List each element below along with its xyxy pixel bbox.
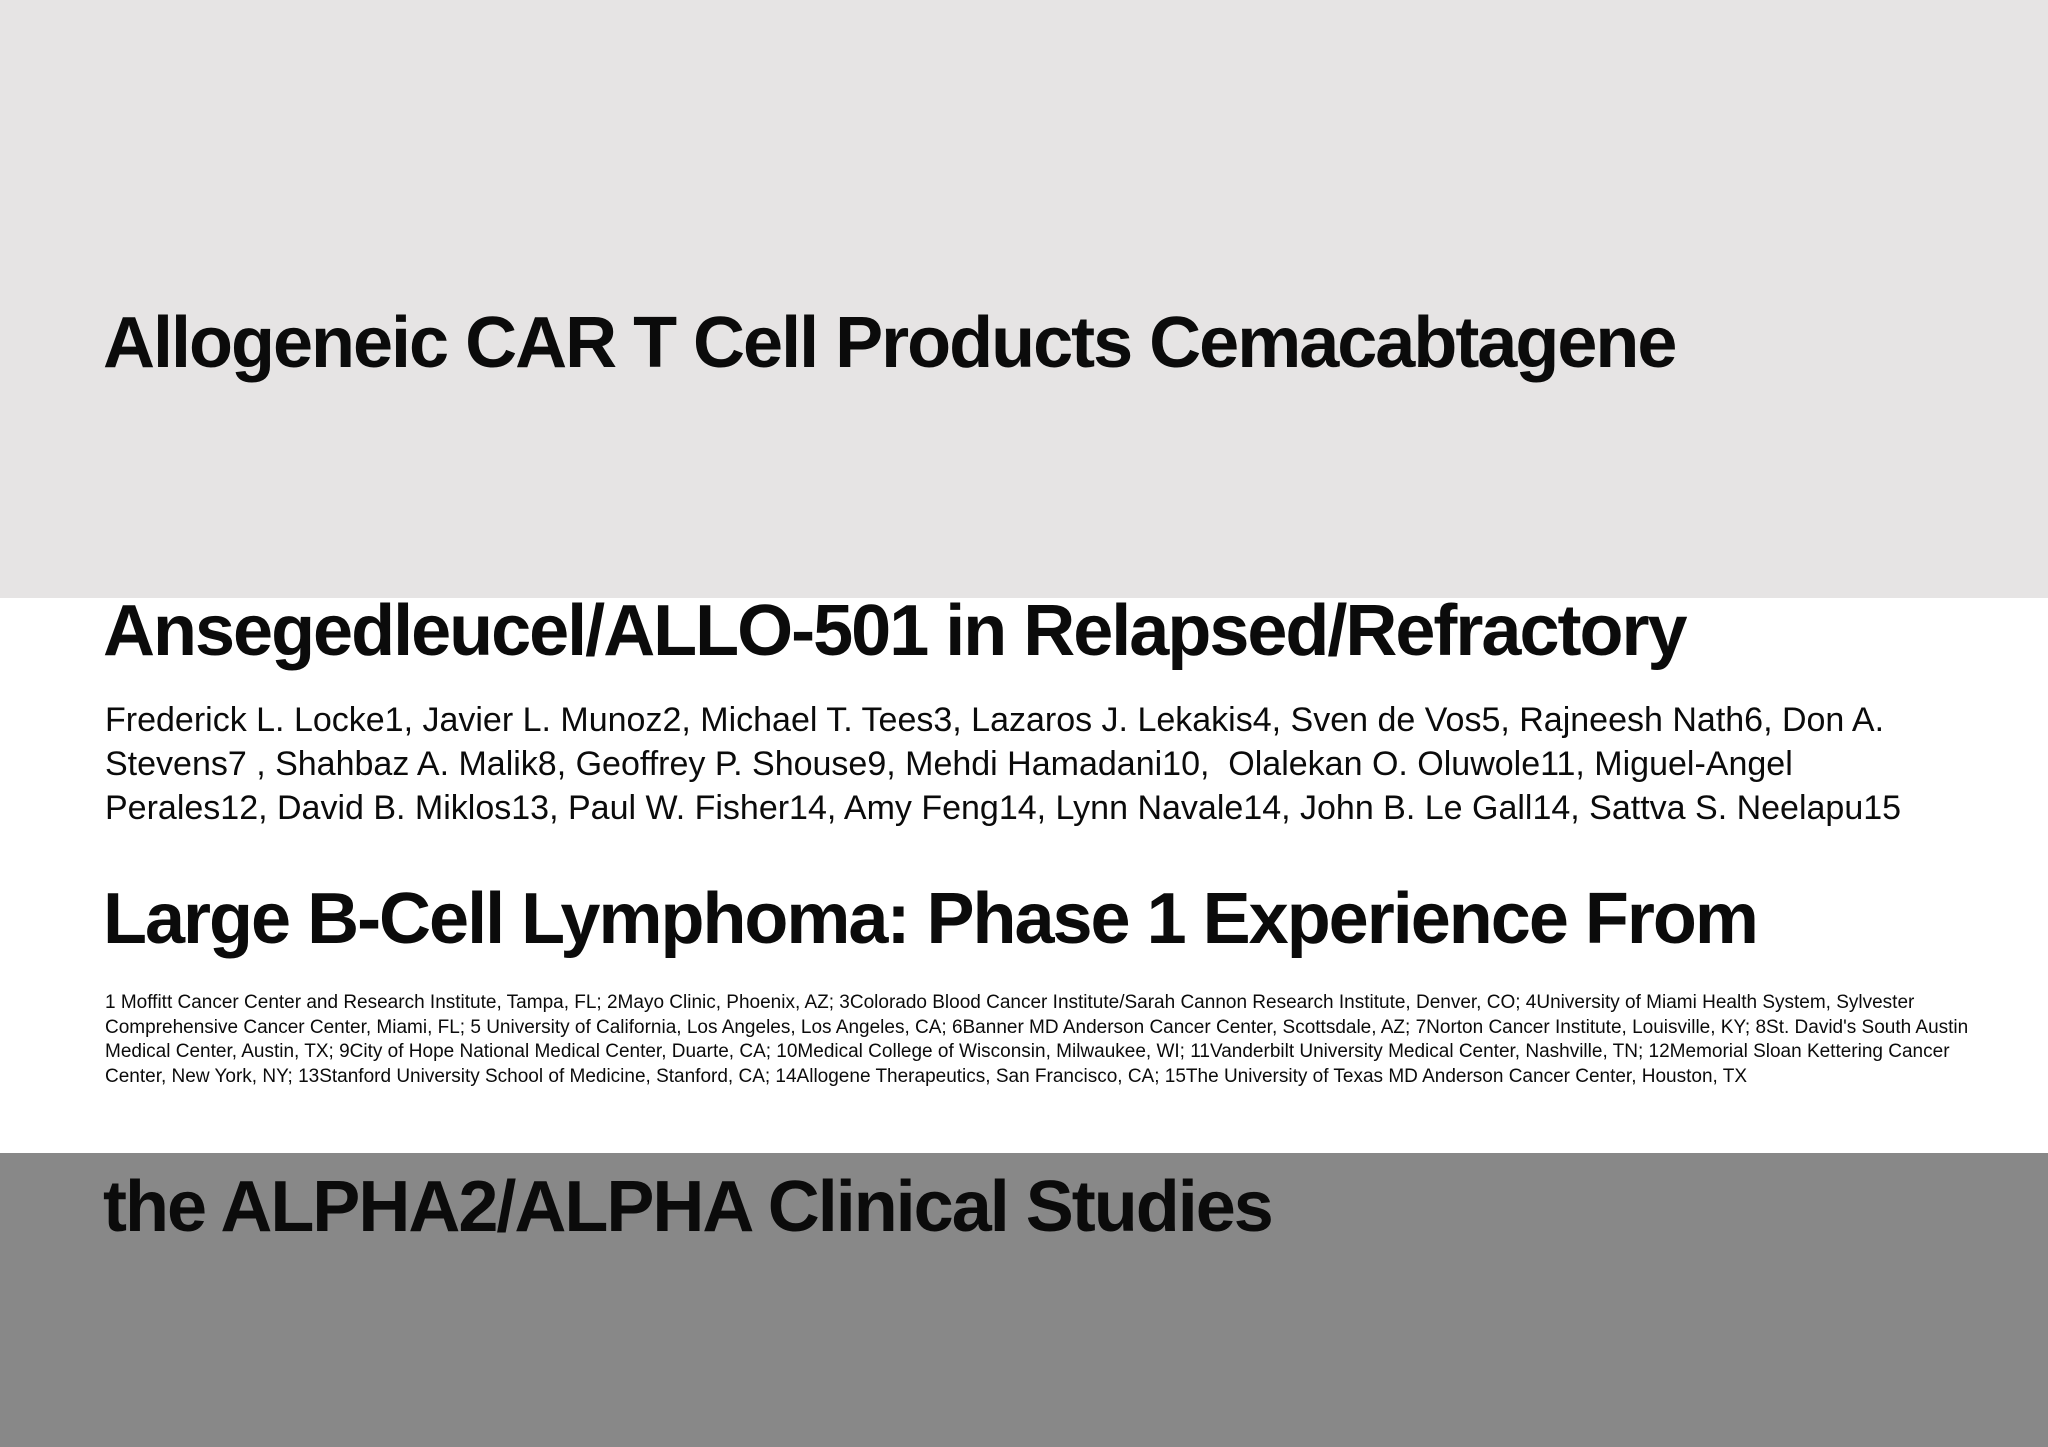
title-line-4: the ALPHA2/ALPHA Clinical Studies — [103, 1167, 1272, 1247]
affiliations-line-2: Comprehensive Cancer Center, Miami, FL; 5 University of California, Los Angeles, Los Angeles, CA; 6Banner MD Anderson Cancer Center, Scottsdale, AZ; 7Norton Cancer Institute, Louisville, KY; 8St. David's South Austin — [105, 1016, 1969, 1038]
authors-line-2: Stevens7 , Shahbaz A. Malik8, Geoffrey P. Shouse9, Mehdi Hamadani10, Olalekan O. Oluwole11, Miguel-Angel — [105, 745, 1793, 783]
affiliations-line-1: 1 Moffitt Cancer Center and Research Institute, Tampa, FL; 2Mayo Clinic, Phoenix, AZ; 3Colorado Blood Cancer Institute/Sarah Cannon Research Institute, Denver, CO; 4University of Miami Health System, Sylvester — [105, 992, 1915, 1013]
authors-list — [105, 698, 1901, 830]
title-line-1: Allogeneic CAR T Cell Products Cemacabtagene — [103, 303, 1676, 383]
affiliations-line-3: Medical Center, Austin, TX; 9City of Hope National Medical Center, Duarte, CA; 10Medical College of Wisconsin, Milwaukee, WI; 11Vanderbilt University Medical Center, Nashville, TN; 12Memorial Sloan Kettering Cancer — [105, 1041, 1950, 1062]
title-line-3: Large B-Cell Lymphoma: Phase 1 Experience From — [103, 879, 1757, 959]
title-line-2: Ansegedleucel/ALLO-501 in Relapsed/Refractory — [103, 591, 1686, 671]
affiliations-list — [105, 991, 1968, 1089]
authors-line-3: Perales12, David B. Miklos13, Paul W. Fisher14, Amy Feng14, Lynn Navale14, John B. Le Gall14, Sattva S. Neelapu15 — [105, 789, 1902, 827]
authors-line-1: Frederick L. Locke1, Javier L. Munoz2, Michael T. Tees3, Lazaros J. Lekakis4, Sven de Vos5, Rajneesh Nath6, Don A. — [105, 701, 1885, 739]
affiliations-line-4: Center, New York, NY; 13Stanford University School of Medicine, Stanford, CA; 14Allogene Therapeutics, San Francisco, CA; 15The University of Texas MD Anderson Cancer Center, Houston, TX — [105, 1065, 1748, 1087]
